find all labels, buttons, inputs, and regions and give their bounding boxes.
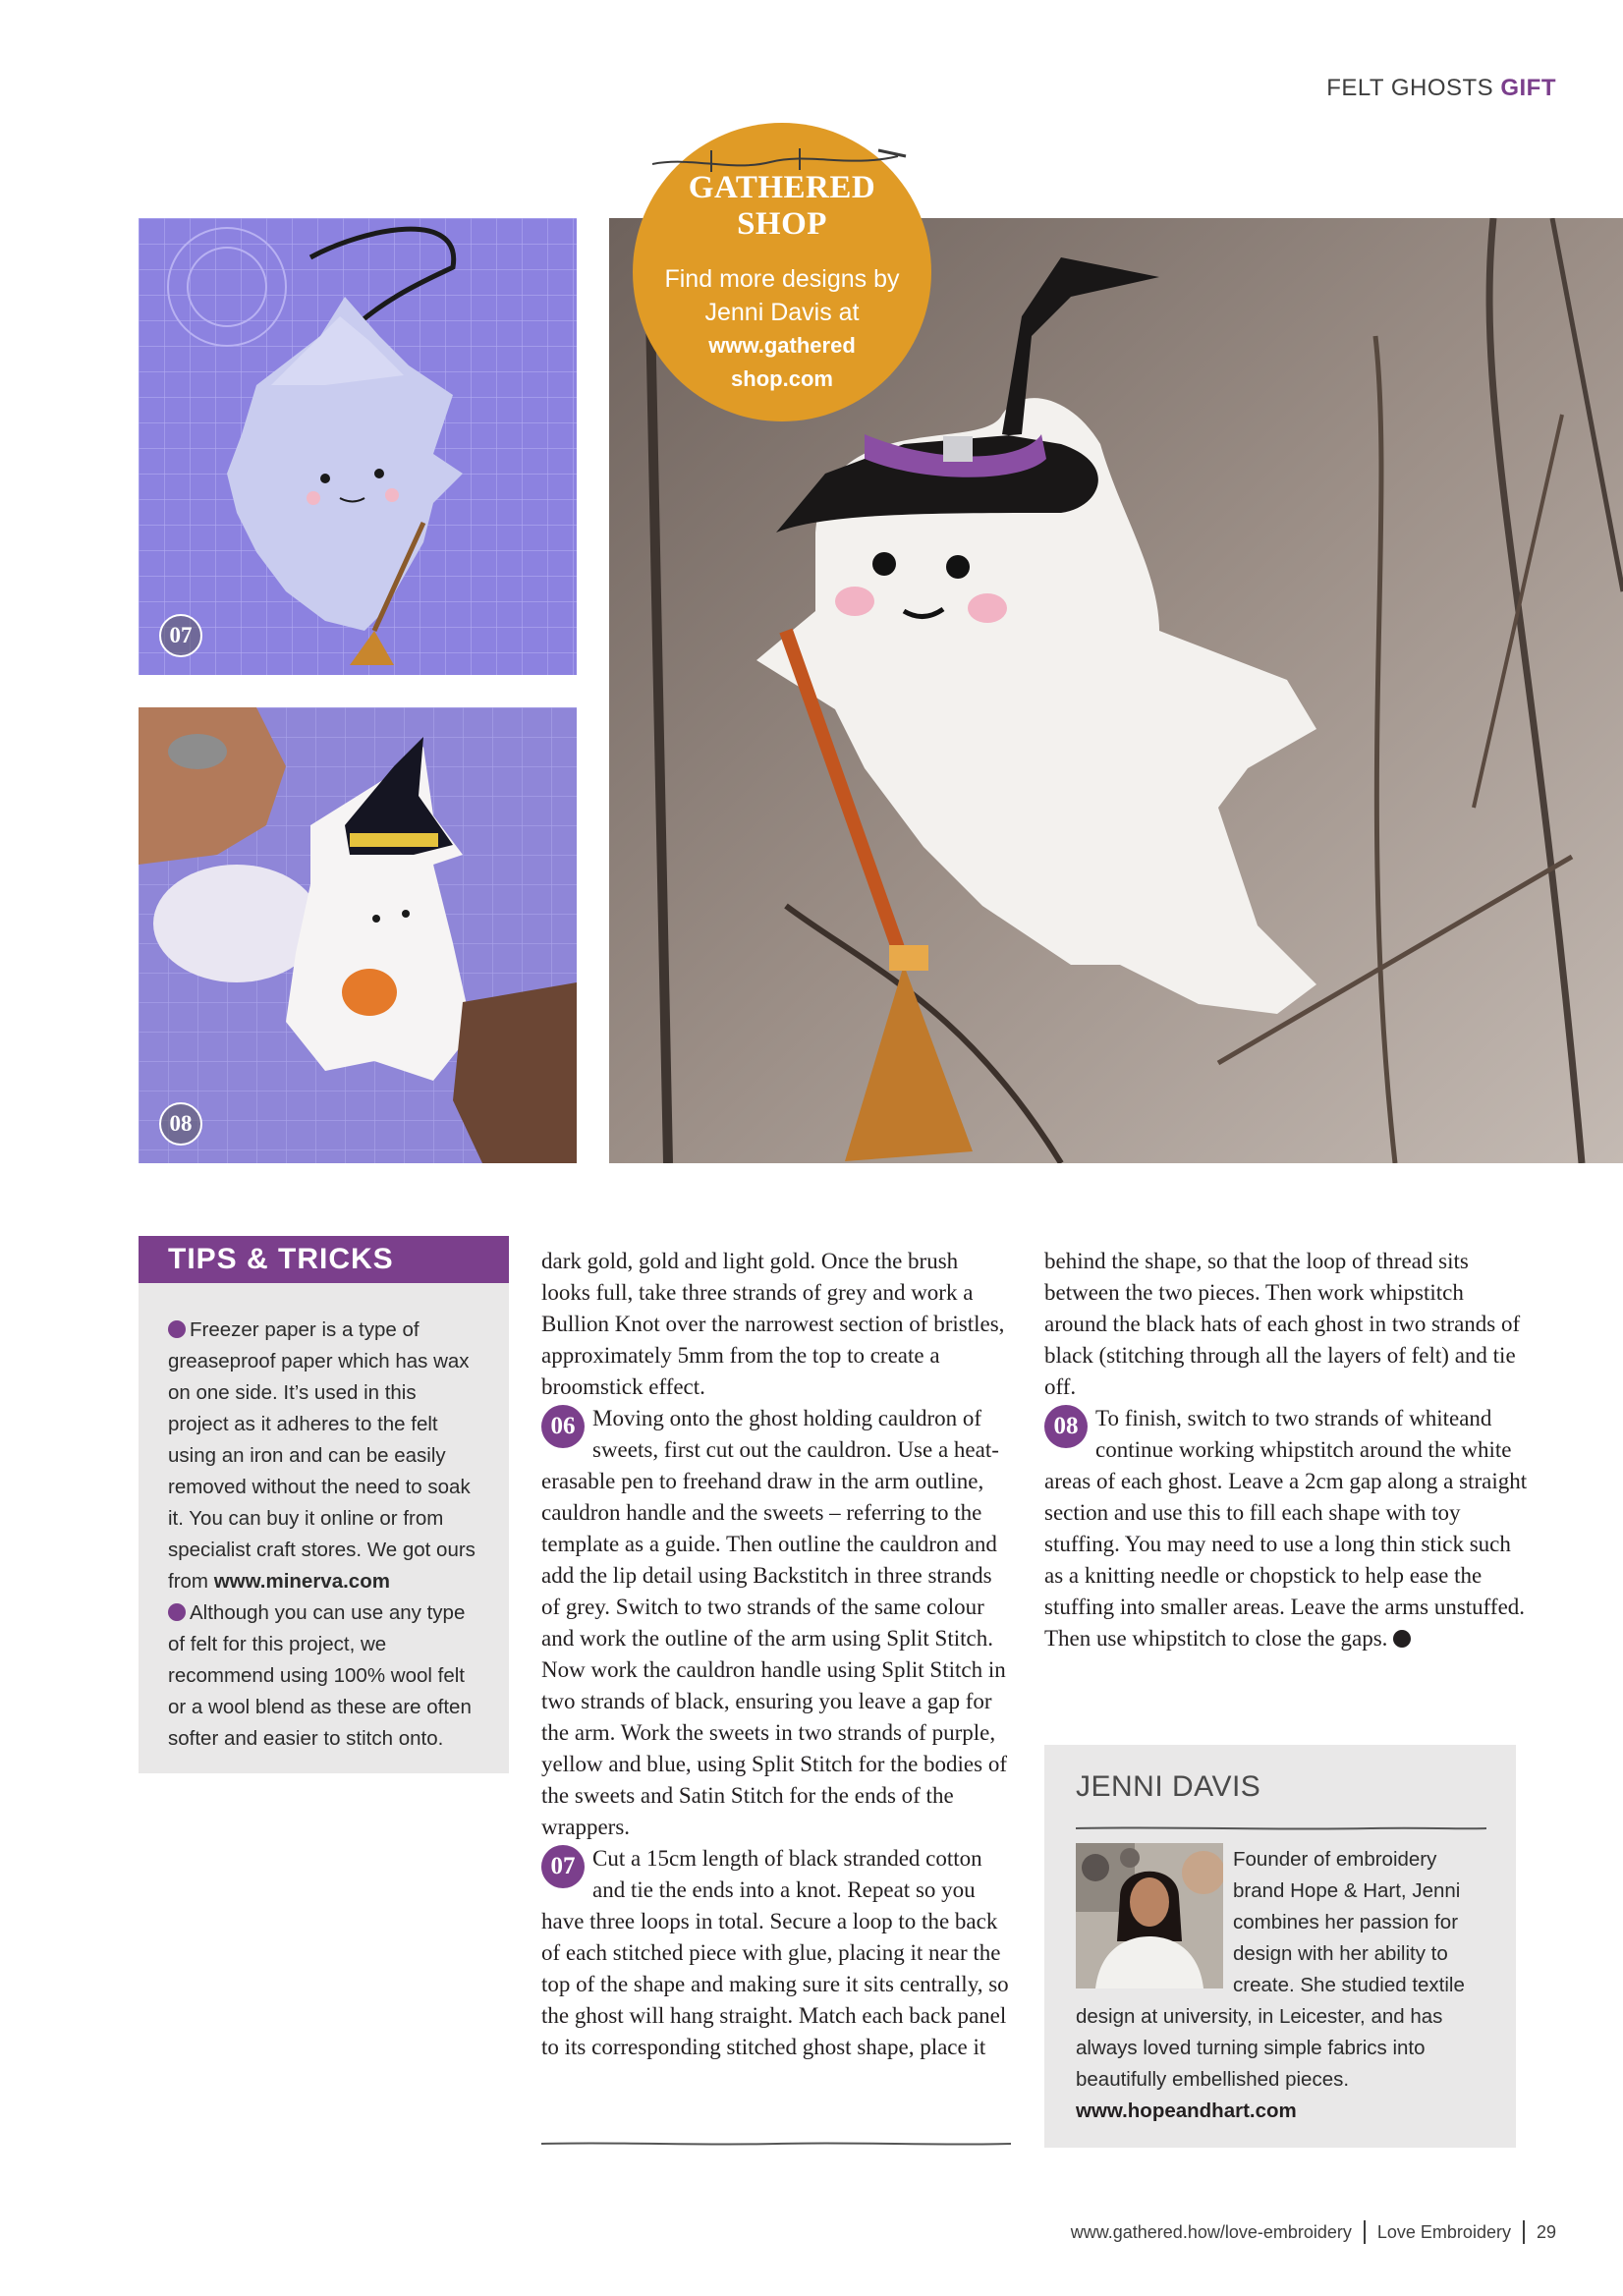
shop-title: GATHERED SHOP: [688, 170, 876, 242]
step-08-photo: [139, 707, 577, 1163]
bullet-icon: [168, 1603, 186, 1621]
step-07-photo-badge: 07: [159, 614, 202, 657]
section-label: FELT GHOSTS: [1326, 75, 1494, 101]
needle-thread-icon: [652, 146, 912, 172]
minerva-link[interactable]: www.minerva.com: [213, 1570, 390, 1593]
step-number-badge: 07: [541, 1845, 585, 1888]
tip-item: Freezer paper is a type of greaseproof paper which has wax on one side. It’s used in this project as it adheres to the felt using an iron and can be easily removed without the need to soak it. You can buy it online or from specialist craft stores. We got ours from www.minerva.com: [168, 1318, 476, 1593]
author-box: [1044, 1745, 1516, 2148]
step-07: 07 Cut a 15cm length of black stranded cotton and tie the ends into a knot. Repeat so you have three loops in total. Secure a loop to the back of each stitched piece with glue, placing it near the top of the shape and making sure it sits centrally, so the ghost will hang straight. Match each back panel to its corresponding stitched ghost shape, place it: [541, 1846, 1009, 2059]
step-number-badge: 08: [1044, 1405, 1088, 1448]
footer-magazine: Love Embroidery: [1376, 2221, 1511, 2242]
shop-link[interactable]: www.gathered shop.com: [708, 333, 856, 391]
gathered-shop-badge: [633, 123, 931, 421]
author-name: JENNI DAVIS: [1076, 1770, 1261, 1803]
section-accent: GIFT: [1500, 75, 1556, 101]
tip-item: Although you can use any type of felt for this project, we recommend using 100% wool felt or a wool blend as these are often softer and easier to stitch onto.: [168, 1601, 472, 1750]
section-header: [1326, 75, 1556, 102]
column-divider: [541, 2140, 1011, 2148]
step-06: 06 Moving onto the ghost holding cauldron of sweets, first cut out the cauldron. Use a heat-erasable pen to freehand draw in the arm outline, cauldron handle and the sweets – referring to the template as a guide. Then outline the cauldron and add the lip detail using Backstitch in three strands of grey. Switch to two strands of the same colour and work the outline of the arm using Split Stitch. Now work the cauldron handle using Split Stitch in two strands of black, ensuring you leave a gap for the arm. Work the sweets in two strands of purple, yellow and blue, using Split Stitch for the bodies of the sweets and Satin Stitch for the ends of the wrappers.: [541, 1406, 1008, 1839]
author-divider: [1076, 1825, 1486, 1831]
footer-separator: [1523, 2220, 1525, 2244]
footer-url[interactable]: www.gathered.how/love-embroidery: [1070, 2221, 1352, 2242]
article-column-1: [541, 1246, 1011, 2063]
paragraph: dark gold, gold and light gold. Once the brush looks full, take three strands of grey and work a Bullion Knot over the narrowest section of bristles, approximately 5mm from the top to create a broomstick effect.: [541, 1249, 1005, 1399]
tips-body: [139, 1283, 509, 1755]
end-mark-icon: [1393, 1630, 1411, 1648]
tips-title: TIPS & TRICKS: [139, 1236, 509, 1283]
step-08: 08 To finish, switch to two strands of whiteand continue working whipstitch around the white areas of each ghost. Leave a 2cm gap along a straight section and use this to fill each shape with toy stuffing. You may need to use a long thin stick such as a knitting needle or chopstick to help ease the stuffing into smaller areas. Leave the arms unstuffed. Then use whipstitch to close the gaps.: [1044, 1406, 1528, 1651]
paragraph: behind the shape, so that the loop of thread sits between the two pieces. Then work whipstitch around the black hats of each ghost in two strands of black (stitching through all the layers of felt) and tie off.: [1044, 1249, 1521, 1399]
step-08-photo-badge: 08: [159, 1102, 202, 1146]
bullet-icon: [168, 1320, 186, 1338]
step-07-photo: [139, 218, 577, 675]
page-footer: [1071, 2220, 1556, 2244]
step-number-badge: 06: [541, 1405, 585, 1448]
author-bio: Founder of embroidery brand Hope & Hart, Jenni combines her passion for design with her ability to create. She studied textile design at university, in Leicester, and has always loved turning simple fabrics into beautifully embellished pieces. www.hopeandhart.com: [1076, 1848, 1465, 2122]
author-website-link[interactable]: www.hopeandhart.com: [1076, 2100, 1297, 2122]
shop-description: Find more designs by Jenni Davis at: [664, 265, 900, 326]
article-column-2: [1044, 1246, 1528, 1654]
footer-separator: [1364, 2220, 1366, 2244]
page-number: 29: [1536, 2221, 1556, 2242]
tips-box: [139, 1236, 509, 1773]
